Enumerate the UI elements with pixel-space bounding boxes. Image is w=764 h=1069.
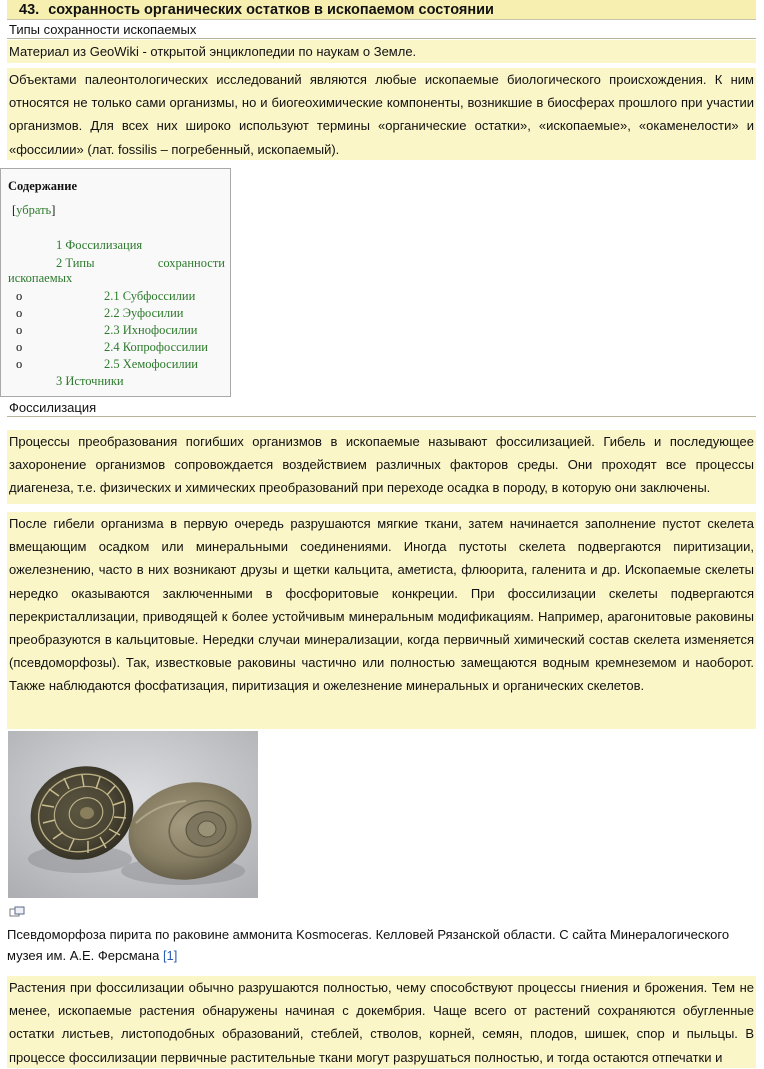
toc-item-fossilization[interactable]: 1 Фоссилизация [56,238,143,252]
section-title-fossilization: Фоссилизация [7,399,756,417]
paragraph-fossilization-1-text: Процессы преобразования погибших организмов в ископаемые называют фоссилизацией. Гибель и последующее захоронение организмов сопровождается воздействием различных факторов среды. Они проходят все процессы диагенеза, т.е. физических и химических преобразований при переходе осадка в породу, в которую они заключены. [9,434,754,496]
toc-hide-link[interactable]: убрать [16,203,52,217]
toc-item-types-part2: сохранности [157,256,225,270]
toc-item-ichnofossils-link[interactable]: 2.3 Ихнофосилии [104,323,198,337]
toc-item-chemofossils[interactable] [16,357,226,373]
toc-bullet: o [16,340,23,354]
toc-hide-wrap: [убрать] [12,203,56,217]
figure-caption [7,924,756,966]
paragraph-fossilization-1 [7,430,756,504]
enlarge-image-icon[interactable] [9,906,25,918]
heading-number: 43. [19,2,40,18]
toc-item-types-part3: ископаемых [8,271,73,285]
toc-bullet: o [16,289,23,303]
toc-bullet: o [16,323,23,337]
toc-item-coprofossils[interactable] [16,340,226,356]
figure-reference-link[interactable]: [1] [162,948,178,963]
paragraph-plants [7,976,756,1068]
toc-bullet: o [16,357,23,371]
toc-item-ichnofossils[interactable] [16,323,226,339]
toc-item-subfossils[interactable] [16,289,226,305]
intro-paragraph [7,68,756,160]
toc-item-coprofossils-link[interactable]: 2.4 Копрофоссилии [104,340,208,354]
toc-item-types-part1: 2 Типы [56,256,95,270]
toc-title: Содержание [8,179,78,193]
section-title-types: Типы сохранности ископаемых [7,21,756,39]
heading-title: сохранность органических остатков в ископаемом состоянии [48,2,494,18]
paragraph-fossilization-2-text: После гибели организма в первую очередь разрушаются мягкие ткани, затем начинается заполнение пустот скелета вмещающим осадком или минеральными соединениями. Иногда пустоты скелета подвергаются пиритизации, ожелезнению, часто в них возникают друзы и щетки кальцита, аметиста, флюорита, галенита и др. Ископаемые скелеты нередко оказываются заключенными в фосфоритовые конкреции. При фоссилизации скелеты подвергаются перекристаллизации, приводящей к более устойчивым минеральным модификациям. Например, арагонитовые раковины преобразуются в кальцитовые. Нередки случаи минерализации, когда первичный химический состав скелета изменяется (псевдоморфозы). Так, известковые раковины частично или полностью замещаются водным кремнеземом и наоборот. Также наблюдаются фосфатизация, пиритизация и ожелезнение минеральных и органических скелетов. [9,516,754,694]
toc-item-sources[interactable]: 3 Источники [56,374,124,388]
paragraph-plants-text: Растения при фоссилизации обычно разрушаются полностью, чему способствуют процессы гниения и брожения. Тем не менее, ископаемые растения обнаружены начиная с докембрия. Чаще всего от растений сохраняются обугленные остатки листьев, листоподобных образований, стеблей, стволов, корней, семян, плодов, шишек, спор и пыльцы. В процессе фоссилизации первичные растительные ткани могут разрушаться полностью, и тогда остаются отпечатки и [9,980,754,1065]
ammonite-photo[interactable] [8,731,258,898]
toc-item-chemofossils-link[interactable]: 2.5 Хемофосилии [104,357,199,371]
source-note: Материал из GeoWiki - открытой энциклопедии по наукам о Земле. [7,40,756,63]
toc-item-eufossils-link[interactable]: 2.2 Эуфосилии [104,306,184,320]
ammonite-illustration [8,731,258,898]
article-heading [7,0,756,20]
toc-item-eufossils[interactable] [16,306,226,322]
table-of-contents [0,168,231,397]
intro-paragraph-text: Объектами палеонтологических исследований являются любые ископаемые биологического происхождения. К ним относятся не только сами организмы, но и биогеохимические компоненты, возникшие в биосферах прошлого при участии организмов. Для всех них широко используют термины «органические остатки», «ископаемые», «окаменелости» и «фоссилии» (лат. fossilis – погребенный, ископаемый). [9,72,754,157]
figure-caption-text: Псевдоморфоза пирита по раковине аммонита Kosmoceras. Келловей Рязанской области. С сайта Минералогического музея им. А.Е. Ферсмана [7,927,730,963]
paragraph-fossilization-2 [7,512,756,729]
toc-item-subfossils-link[interactable]: 2.1 Субфоссилии [104,289,196,303]
toc-bullet: o [16,306,23,320]
toc-item-types[interactable] [8,256,225,286]
